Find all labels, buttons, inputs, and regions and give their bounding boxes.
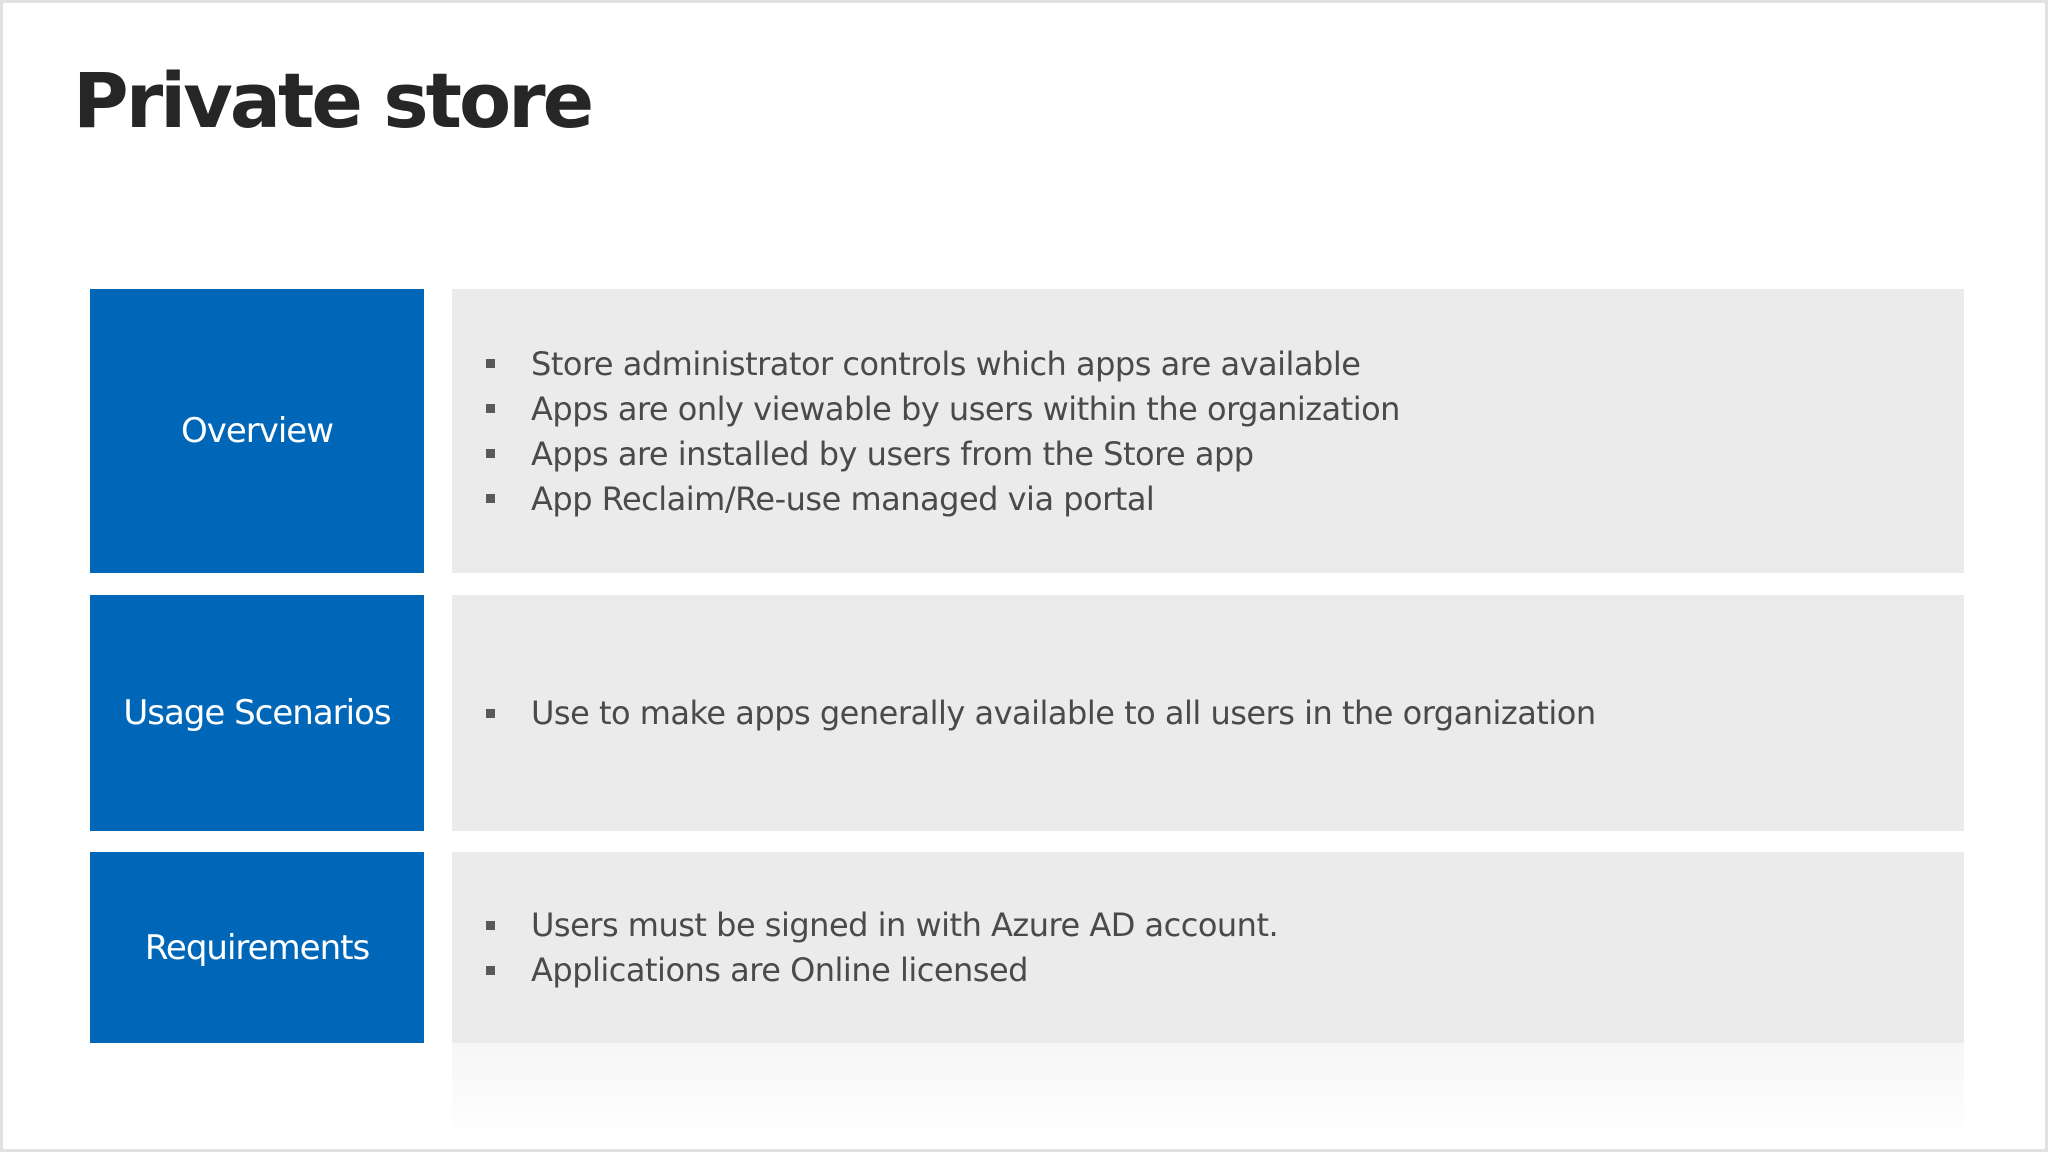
- bullet-text: Applications are Online licensed: [531, 951, 1028, 989]
- square-bullet-icon: [486, 966, 495, 975]
- bullet-text: Users must be signed in with Azure AD account.: [531, 906, 1279, 944]
- bullet-text: Apps are installed by users from the Store app: [531, 434, 1254, 473]
- bullet-list-overview: [486, 341, 1964, 521]
- square-bullet-icon: [486, 404, 495, 413]
- bullet-item: [486, 903, 1964, 948]
- row-label-usage-scenarios: Usage Scenarios: [123, 693, 391, 733]
- square-bullet-icon: [486, 709, 495, 718]
- bullet-item: [486, 476, 1964, 521]
- bullet-text: Use to make apps generally available to all users in the organization: [531, 694, 1596, 732]
- bullet-text: Store administrator controls which apps are available: [531, 344, 1361, 383]
- row-label-requirements: Requirements: [144, 927, 370, 968]
- row-overview: [90, 289, 1964, 573]
- bullet-list-requirements: [486, 903, 1964, 993]
- bullet-item: [486, 341, 1964, 386]
- square-bullet-icon: [486, 494, 495, 503]
- bullet-text: App Reclaim/Re-use managed via portal: [531, 479, 1155, 518]
- row-usage-scenarios: [90, 595, 1964, 831]
- label-box-requirements: [90, 852, 424, 1043]
- content-box-usage-scenarios: [452, 595, 1964, 831]
- row-label-overview: Overview: [180, 411, 334, 451]
- content-box-overview: [452, 289, 1964, 573]
- square-bullet-icon: [486, 449, 495, 458]
- label-box-usage-scenarios: [90, 595, 424, 831]
- bullet-list-usage-scenarios: [486, 691, 1964, 736]
- bullet-item: [486, 386, 1964, 431]
- bullet-item: [486, 431, 1964, 476]
- bullet-text: Apps are only viewable by users within the organization: [531, 389, 1400, 428]
- square-bullet-icon: [486, 359, 495, 368]
- panel-reflection: [452, 1043, 1964, 1143]
- slide-title: Private store: [73, 56, 592, 145]
- square-bullet-icon: [486, 921, 495, 930]
- bullet-item: [486, 691, 1964, 736]
- row-requirements: [90, 852, 1964, 1043]
- label-box-overview: [90, 289, 424, 573]
- bullet-item: [486, 948, 1964, 993]
- content-box-requirements: [452, 852, 1964, 1043]
